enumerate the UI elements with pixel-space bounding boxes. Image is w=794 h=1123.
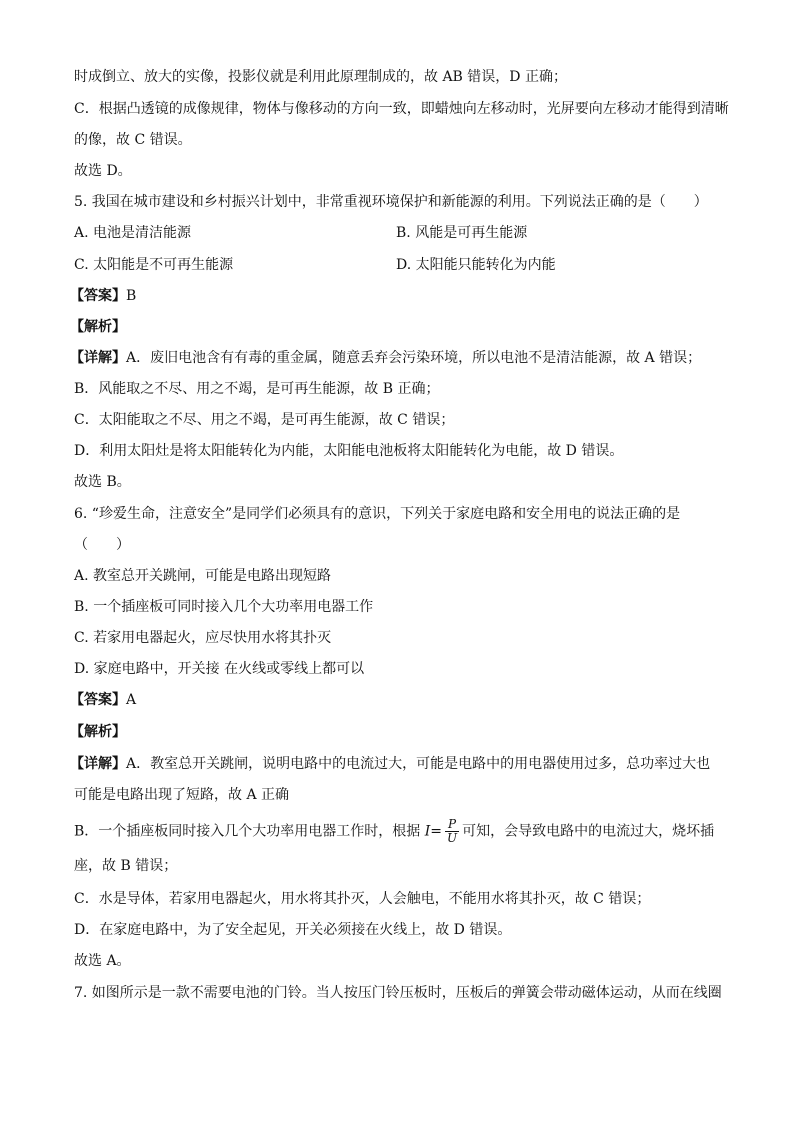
detail-5-b: B．风能取之不尽、用之不竭，是可再生能源，故 B 正确； [74, 381, 440, 397]
answer-6 [70, 690, 136, 710]
question-5-option-a: A. 电池是清洁能源 [74, 225, 192, 241]
question-6-option-c: C. 若家用电器起火，应尽快用水将其扑灭 [74, 630, 332, 646]
detail-text: B．一个插座板同时接入几个大功率用电器工作时，根据 [74, 823, 421, 840]
formula-equals: = [430, 823, 443, 840]
question-6-option-d: D. 家庭电路中，开关接 在火线或零线上都可以 [74, 661, 365, 677]
text-line: 故选 D。 [74, 163, 132, 179]
question-5-option-b: B. 风能是可再生能源 [396, 225, 528, 241]
answer-tag: 【答案】 [70, 692, 126, 708]
question-5-option-d: D. 太阳能只能转化为内能 [396, 257, 556, 273]
choose-6: 故选 A。 [74, 953, 131, 969]
question-5: 5. 我国在城市建设和乡村振兴计划中，非常重视环境保护和新能源的利用。下列说法正确的是（ ） [74, 194, 708, 210]
detail-6-c: C．水是导体，若家用电器起火，用水将其扑灭，人会触电，不能用水将其扑灭，故 C 错误； [74, 891, 651, 907]
analysis-tag: 【解析】 [70, 319, 126, 335]
detail-5-a [70, 348, 701, 368]
choose-5: 故选 B。 [74, 474, 131, 490]
question-5-option-c: C. 太阳能是不可再生能源 [74, 257, 234, 273]
formula-power: P [445, 818, 459, 832]
detail-5-d: D．利用太阳灶是将太阳能转化为内能，太阳能电池板将太阳能转化为电能，故 D 错误。 [74, 443, 624, 459]
detail-text: A．教室总开关跳闸，说明电路中的电流过大，可能是电路中的用电器使用过多，总功率过大也 [126, 756, 711, 772]
question-7: 7. 如图所示是一款不需要电池的门铃。当人按压门铃压板时，压板后的弹簧会带动磁体运动，从而在线圈 [74, 985, 722, 1001]
detail-6-a [70, 754, 710, 774]
text-line: 的像，故 C 错误。 [74, 132, 192, 148]
detail-6-d: D．在家庭电路中，为了安全起见，开关必须接在火线上，故 D 错误。 [74, 922, 512, 938]
detail-text: A．废旧电池含有有毒的重金属，随意丢弃会污染环境，所以电池不是清洁能源，故 A 错误； [126, 350, 702, 366]
answer-5 [70, 286, 136, 306]
formula-fraction [445, 818, 459, 845]
answer-value: B [126, 288, 137, 304]
detail-5-c: C．太阳能取之不尽、用之不竭，是可再生能源，故 C 错误； [74, 412, 455, 428]
detail-6-b-cont: 座，故 B 错误； [74, 858, 178, 874]
text-line: C．根据凸透镜的成像规律，物体与像移动的方向一致，即蜡烛向左移动时，光屏要向左移动才能得到清晰 [74, 101, 729, 117]
detail-tag: 【详解】 [70, 756, 126, 772]
question-6-option-b: B. 一个插座板可同时接入几个大功率用电器工作 [74, 599, 374, 615]
question-6: 6. “珍爱生命，注意安全”是同学们必须具有的意识，下列关于家庭电路和安全用电的说法正确的是 [74, 506, 681, 522]
text-line: 时成倒立、放大的实像，投影仪就是利用此原理制成的，故 AB 错误，D 正确； [74, 69, 567, 85]
detail-text: 可知，会导致电路中的电流过大，烧坏插 [462, 823, 715, 840]
formula-voltage: U [447, 831, 458, 845]
analysis-tag: 【解析】 [70, 724, 126, 740]
detail-tag: 【详解】 [70, 350, 126, 366]
detail-6-b [74, 818, 714, 845]
answer-value: A [126, 692, 137, 708]
detail-6-a-cont: 可能是电路出现了短路，故 A 正确 [74, 787, 290, 803]
question-6-option-a: A. 教室总开关跳闸，可能是电路出现短路 [74, 568, 332, 584]
question-6-paren: （ ） [74, 537, 130, 553]
formula-current: I [424, 823, 431, 840]
answer-tag: 【答案】 [70, 288, 126, 304]
